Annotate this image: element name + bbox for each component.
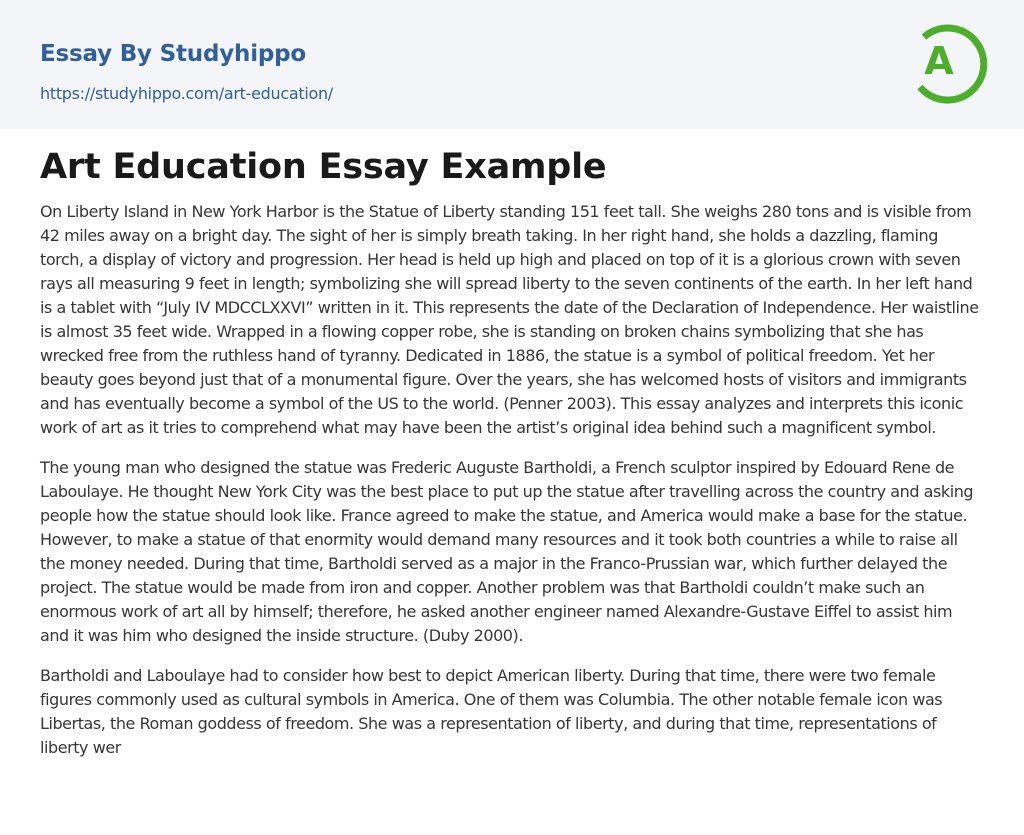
essay-paragraph-3: Bartholdi and Laboulaye had to consider how best to depict American liberty. During that time, there were two female figures commonly used as cultural symbols in America. One of them was Columbia. The other notable female icon was Libertas, the Roman goddess of freedom. She was a representation of liberty, and during that time, representations of liberty wer: [40, 666, 943, 757]
brand-title[interactable]: Essay By Studyhippo: [40, 41, 307, 67]
site-header: [0, 0, 1024, 129]
page-url-link[interactable]: https://studyhippo.com/art-education/: [40, 84, 333, 103]
studyhippo-logo-icon[interactable]: [906, 17, 992, 107]
essay-paragraph-2: The young man who designed the statue was Frederic Auguste Bartholdi, a French sculptor inspired by Edouard Rene de Laboulaye. He thought New York City was the best place to put up the statue after travelling across the country and asking people how the statue should look like. France agreed to make the statue, and America would make a base for the statue. However, to make a statue of that enormity would demand many resources and it took both countries a while to raise all the money needed. During that time, Bartholdi served as a major in the Franco-Prussian war, which further delayed the project. The statue would be made from iron and copper. Another problem was that Bartholdi couldn’t make such an enormous work of art all by himself; therefore, he asked another engineer named Alexandre-Gustave Eiffel to assist him and it was him who designed the inside structure. (Duby 2000).: [40, 458, 974, 645]
essay-paragraph-1: On Liberty Island in New York Harbor is the Statue of Liberty standing 151 feet tall. She weighs 280 tons and is visible from 42 miles away on a bright day. The sight of her is simply breath taking. In her right hand, she holds a dazzling, flaming torch, a display of victory and progression. Her head is held up high and placed on top of it is a glorious crown with seven rays all measuring 9 feet in length; symbolizing she will spread liberty to the seven continents of the earth. In her left hand is a tablet with “July IV MDCCLXXVI” written in it. This represents the date of the Declaration of Independence. Her waistline is almost 35 feet wide. Wrapped in a flowing copper robe, she is standing on broken chains symbolizing that she has wrecked free from the ruthless hand of tyranny. Dedicated in 1886, the statue is a symbol of political freedom. Yet her beauty goes beyond just that of a monumental figure. Over the years, she has welcomed hosts of visitors and immigrants and has eventually become a symbol of the US to the world. (Penner 2003). This essay analyzes and interprets this iconic work of art as it tries to comprehend what may have been the artist’s original idea behind such a magnificent symbol.: [40, 202, 979, 437]
logo-letter: A: [924, 39, 954, 83]
essay-content: [40, 140, 984, 760]
page-title: Art Education Essay Example: [40, 147, 607, 187]
